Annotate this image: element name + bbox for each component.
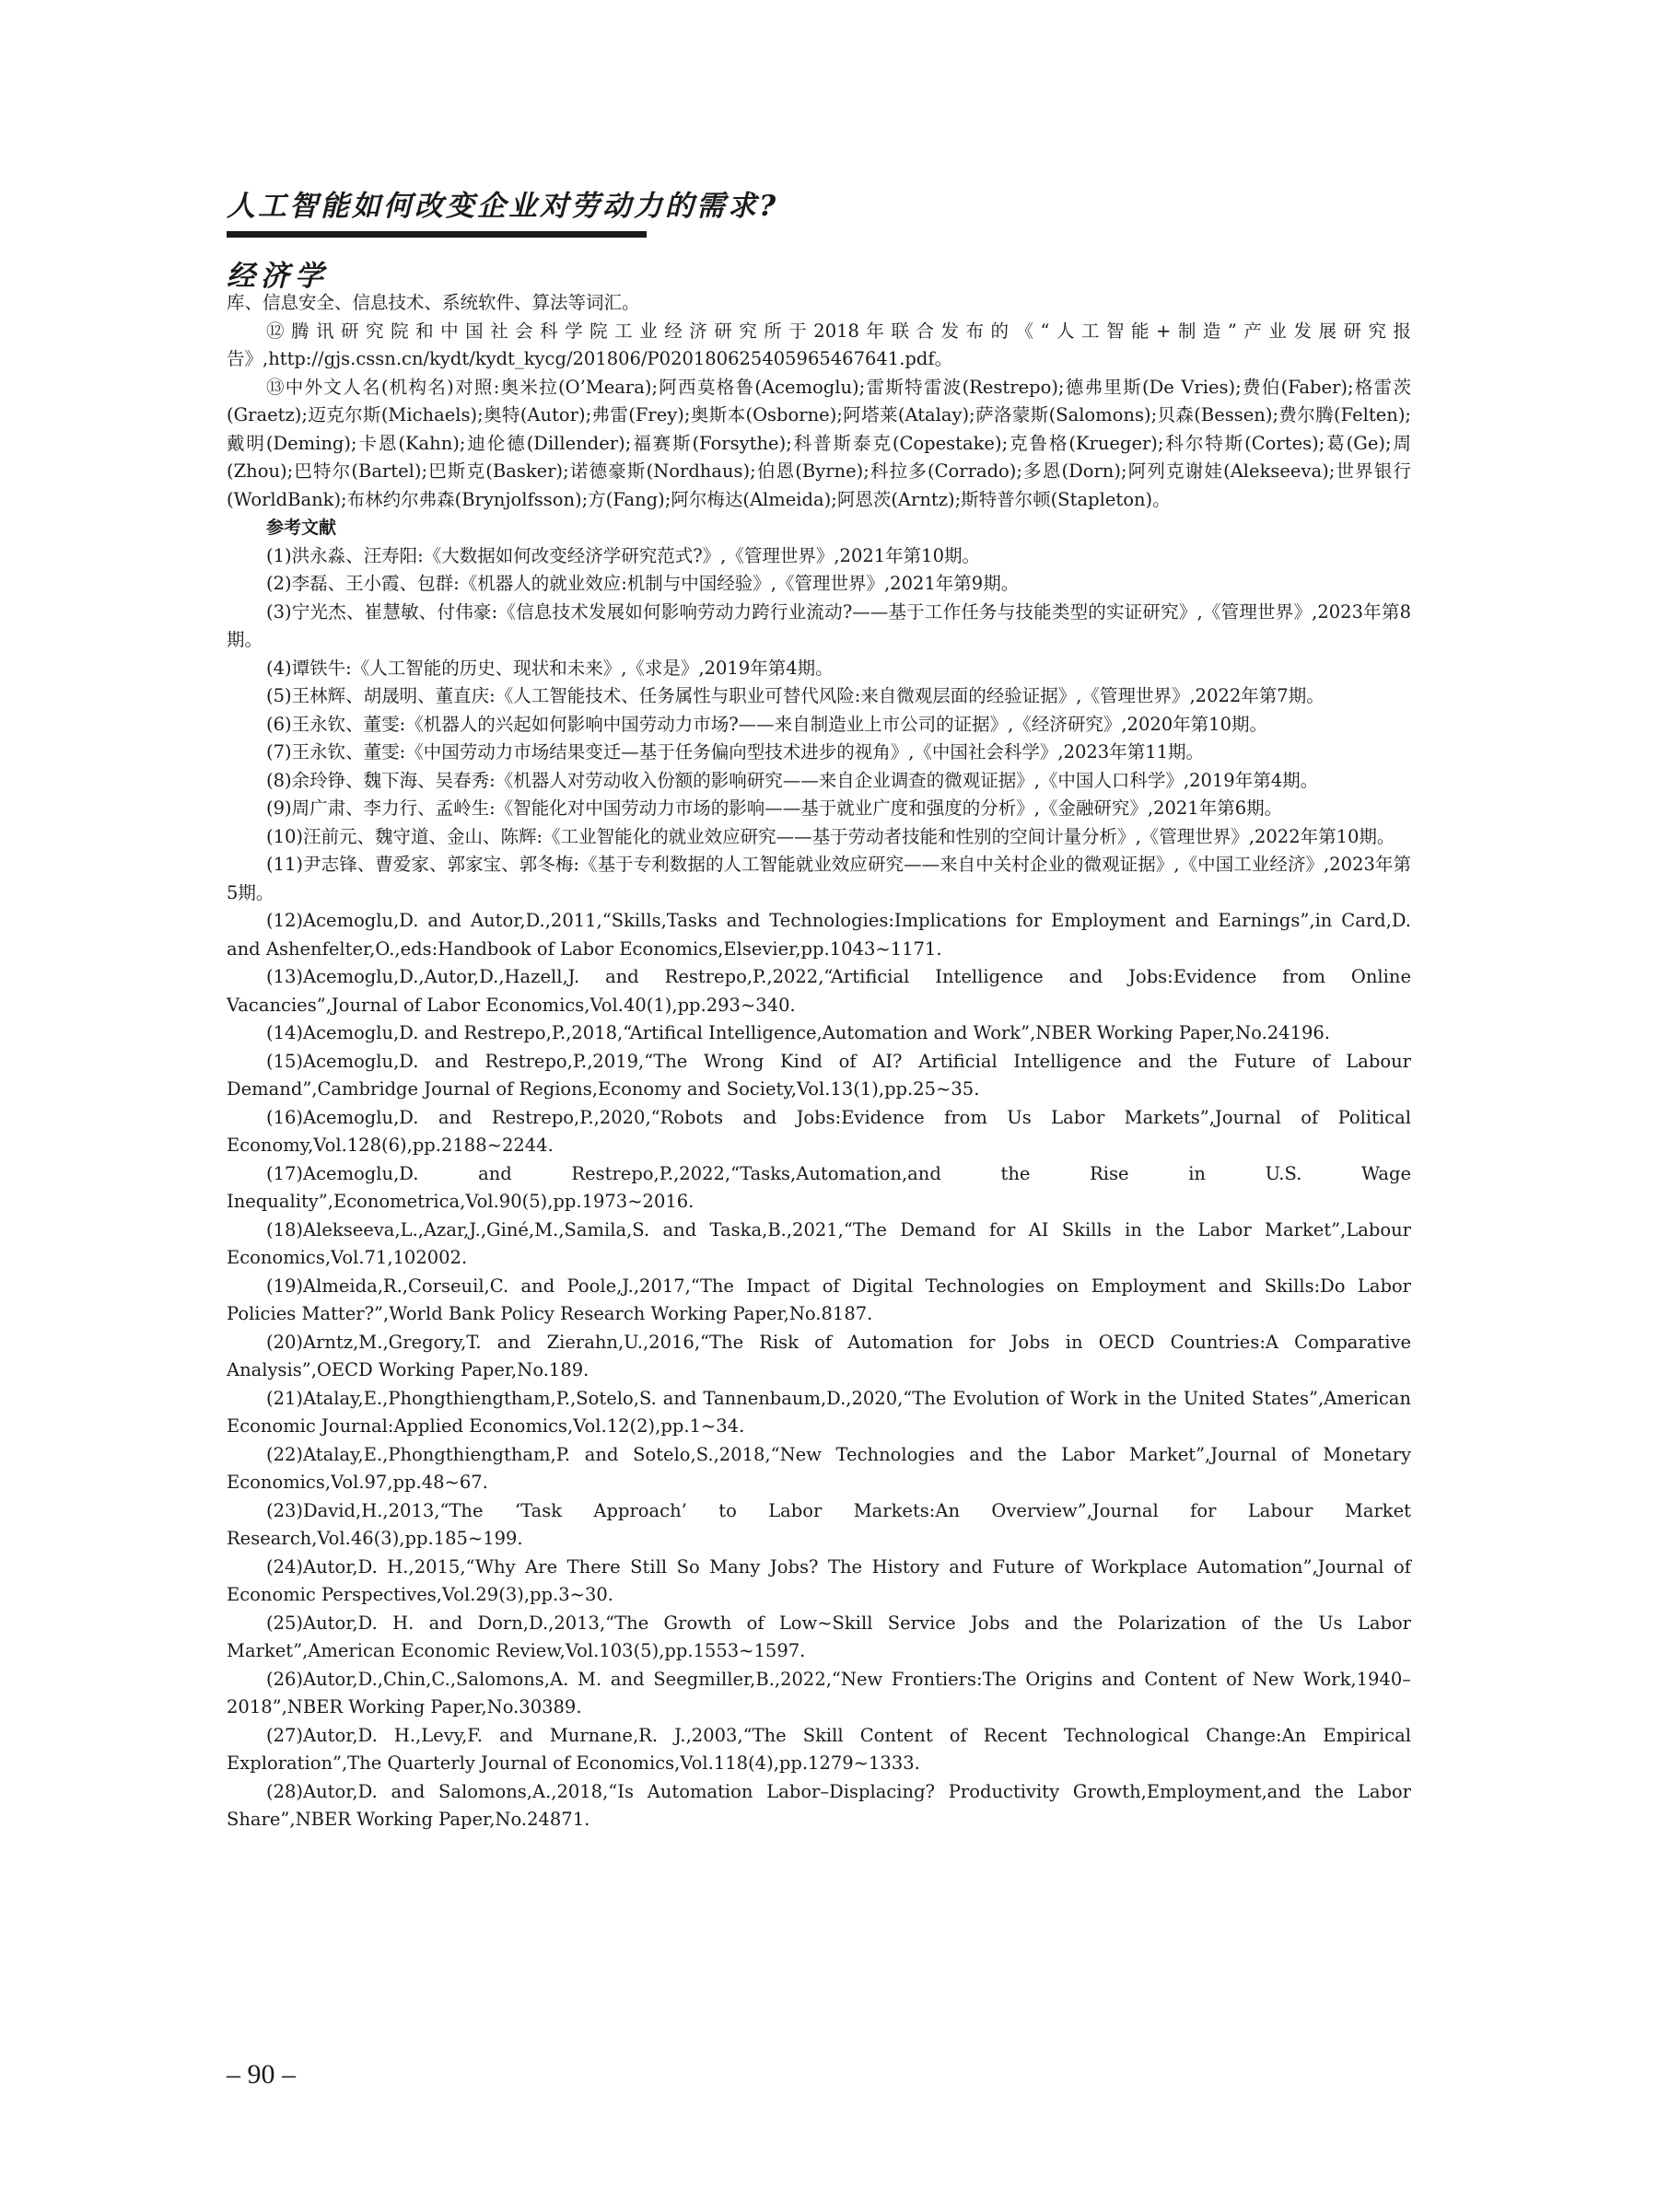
reference-item: (27)Autor,D. H.,Levy,F. and Murnane,R. J.,2003,“The Skill Content of Recent Technological Change:An Empirical Exploration”,The Quarterly Journal of Economics,Vol.118(4),pp.1279~1333. xyxy=(227,1724,1411,1774)
reference-item: (23)David,H.,2013,“The ‘Task Approach’ to Labor Markets:An Overview”,Journal for Labour Market Research,Vol.46(3),pp.185~199. xyxy=(227,1499,1411,1549)
reference-item: (18)Alekseeva,L.,Azar,J.,Giné,M.,Samila,S. and Taska,B.,2021,“The Demand for AI Skills in the Labor Market”,Labour Economics,Vol.71,102002. xyxy=(227,1218,1411,1268)
running-header xyxy=(227,182,779,294)
header-rule xyxy=(227,231,647,238)
reference-item: (14)Acemoglu,D. and Restrepo,P.,2018,“Artifical Intelligence,Automation and Work”,NBER Working Paper,No.24196. xyxy=(266,1022,1331,1043)
reference-item: (15)Acemoglu,D. and Restrepo,P.,2019,“The Wrong Kind of AI? Artificial Intelligence and the Future of Labour Demand”,Cambridge Journal of Regions,Economy and Society,Vol.13(1),pp.25~35. xyxy=(227,1050,1411,1100)
page-body xyxy=(227,289,1411,1834)
reference-item: (2)李磊、王小霞、包群:《机器人的就业效应:机制与中国经验》,《管理世界》,2021年第9期。 xyxy=(266,573,1020,594)
reference-item: (25)Autor,D. H. and Dorn,D.,2013,“The Growth of Low~Skill Service Jobs and the Polarization of the Us Labor Market”,American Economic Review,Vol.103(5),pp.1553~1597. xyxy=(227,1612,1411,1661)
reference-item: (28)Autor,D. and Salomons,A.,2018,“Is Automation Labor–Displacing? Productivity Growth,Employment,and the Labor Share”,NBER Working Paper,No.24871. xyxy=(227,1780,1411,1830)
reference-item: (7)王永钦、董雯:《中国劳动力市场结果变迁—基于任务偏向型技术进步的视角》,《中国社会科学》,2023年第11期。 xyxy=(266,741,1205,763)
reference-item: (19)Almeida,R.,Corseuil,C. and Poole,J.,2017,“The Impact of Digital Technologies on Employment and Skills:Do Labor Policies Matter?”,World Bank Policy Research Working Paper,No.8187. xyxy=(227,1275,1411,1324)
page-number: – 90 – xyxy=(227,2059,296,2090)
reference-item: (26)Autor,D.,Chin,C.,Salomons,A. M. and Seegmiller,B.,2022,“New Frontiers:The Origins and Content of New Work,1940–2018”,NBER Working Paper,No.30389. xyxy=(227,1668,1411,1717)
footnote-12: ⑫腾讯研究院和中国社会科学院工业经济研究所于2018年联合发布的《“人工智能+制造”产业发展研究报告》,http://gjs.cssn.cn/kydt/kydt_kycg/201806/P020180625405965467641.pdf。 xyxy=(227,320,1411,369)
reference-item: (6)王永钦、董雯:《机器人的兴起如何影响中国劳动力市场?——来自制造业上市公司的证据》,《经济研究》,2020年第10期。 xyxy=(266,713,1267,735)
article-title: 人工智能如何改变企业对劳动力的需求? xyxy=(227,190,779,223)
reference-item: (11)尹志锋、曹爱家、郭家宝、郭冬梅:《基于专利数据的人工智能就业效应研究——来自中关村企业的微观证据》,《中国工业经济》,2023年第5期。 xyxy=(227,854,1411,903)
reference-item: (17)Acemoglu,D. and Restrepo,P.,2022,“Tasks,Automation,and the Rise in U.S. Wage Inequality”,Econometrica,Vol.90(5),pp.1973~2016. xyxy=(227,1162,1411,1212)
reference-item: (16)Acemoglu,D. and Restrepo,P.,2020,“Robots and Jobs:Evidence from Us Labor Markets”,Journal of Political Economy,Vol.128(6),pp.2188~2244. xyxy=(227,1106,1411,1156)
reference-item: (20)Arntz,M.,Gregory,T. and Zierahn,U.,2016,“The Risk of Automation for Jobs in OECD Countries:A Comparative Analysis”,OECD Working Paper,No.189. xyxy=(227,1331,1411,1380)
reference-item: (5)王林辉、胡晟明、董直庆:《人工智能技术、任务属性与职业可替代风险:来自微观层面的经验证据》,《管理世界》,2022年第7期。 xyxy=(266,685,1325,706)
reference-item: (8)余玲铮、魏下海、吴春秀:《机器人对劳动收入份额的影响研究——来自企业调查的微观证据》,《中国人口科学》,2019年第4期。 xyxy=(266,769,1319,791)
reference-list xyxy=(227,542,1411,1834)
reference-item: (4)谭铁牛:《人工智能的历史、现状和未来》,《求是》,2019年第4期。 xyxy=(266,657,834,679)
reference-item: (13)Acemoglu,D.,Autor,D.,Hazell,J. and Restrepo,P.,2022,“Artificial Intelligence and Jobs:Evidence from Online Vacancies”,Journal of Labor Economics,Vol.40(1),pp.293~340. xyxy=(227,966,1411,1016)
reference-item: (3)宁光杰、崔慧敏、付伟豪:《信息技术发展如何影响劳动力跨行业流动?——基于工作任务与技能类型的实证研究》,《管理世界》,2023年第8期。 xyxy=(227,600,1411,650)
section-label: 经济学 xyxy=(227,260,329,293)
continuation-text: 库、信息安全、信息技术、系统软件、算法等词汇。 xyxy=(227,292,640,313)
reference-item: (22)Atalay,E.,Phongthiengtham,P. and Sotelo,S.,2018,“New Technologies and the Labor Market”,Journal of Monetary Economics,Vol.97,pp.48~67. xyxy=(227,1443,1411,1493)
references-heading: 参考文献 xyxy=(266,518,337,538)
reference-item: (9)周广肃、李力行、孟岭生:《智能化对中国劳动力市场的影响——基于就业广度和强度的分析》,《金融研究》,2021年第6期。 xyxy=(266,797,1283,819)
reference-item: (21)Atalay,E.,Phongthiengtham,P.,Sotelo,S. and Tannenbaum,D.,2020,“The Evolution of Work in the United States”,American Economic Journal:Applied Economics,Vol.12(2),pp.1~34. xyxy=(227,1387,1411,1437)
reference-item: (24)Autor,D. H.,2015,“Why Are There Still So Many Jobs? The History and Future of Workplace Automation”,Journal of Economic Perspectives,Vol.29(3),pp.3~30. xyxy=(227,1555,1411,1605)
footnote-13: ⑬中外文人名(机构名)对照:奥米拉(O’Meara);阿西莫格鲁(Acemoglu);雷斯特雷波(Restrepo);德弗里斯(De Vries);费伯(Faber);格雷茨(Graetz);迈克尔斯(Michaels);奥特(Autor);弗雷(Frey);奥斯本(Osborne);阿塔莱(Atalay);萨洛蒙斯(Salomons);贝森(Bessen);费尔腾(Felten);戴明(Deming);卡恩(Kahn);迪伦德(Dillender);福赛斯(Forsythe);科普斯泰克(Copestake);克鲁格(Krueger);科尔特斯(Cortes);葛(Ge);周(Zhou);巴特尔(Bartel);巴斯克(Basker);诺德豪斯(Nordhaus);伯恩(Byrne);科拉多(Corrado);多恩(Dorn);阿列克谢娃(Alekseeva);世界银行(WorldBank);布林约尔弗森(Brynjolfsson);方(Fang);阿尔梅达(Almeida);阿恩茨(Arntz);斯特普尔顿(Stapleton)。 xyxy=(227,376,1411,510)
reference-item: (10)汪前元、魏守道、金山、陈辉:《工业智能化的就业效应研究——基于劳动者技能和性别的空间计量分析》,《管理世界》,2022年第10期。 xyxy=(266,825,1395,847)
reference-item: (1)洪永淼、汪寿阳:《大数据如何改变经济学研究范式?》,《管理世界》,2021年第10期。 xyxy=(266,544,980,566)
reference-item: (12)Acemoglu,D. and Autor,D.,2011,“Skills,Tasks and Technologies:Implications for Employment and Earnings”,in Card,D. and Ashenfelter,O.,eds:Handbook of Labor Economics,Elsevier,pp.1043~1171. xyxy=(227,910,1411,960)
